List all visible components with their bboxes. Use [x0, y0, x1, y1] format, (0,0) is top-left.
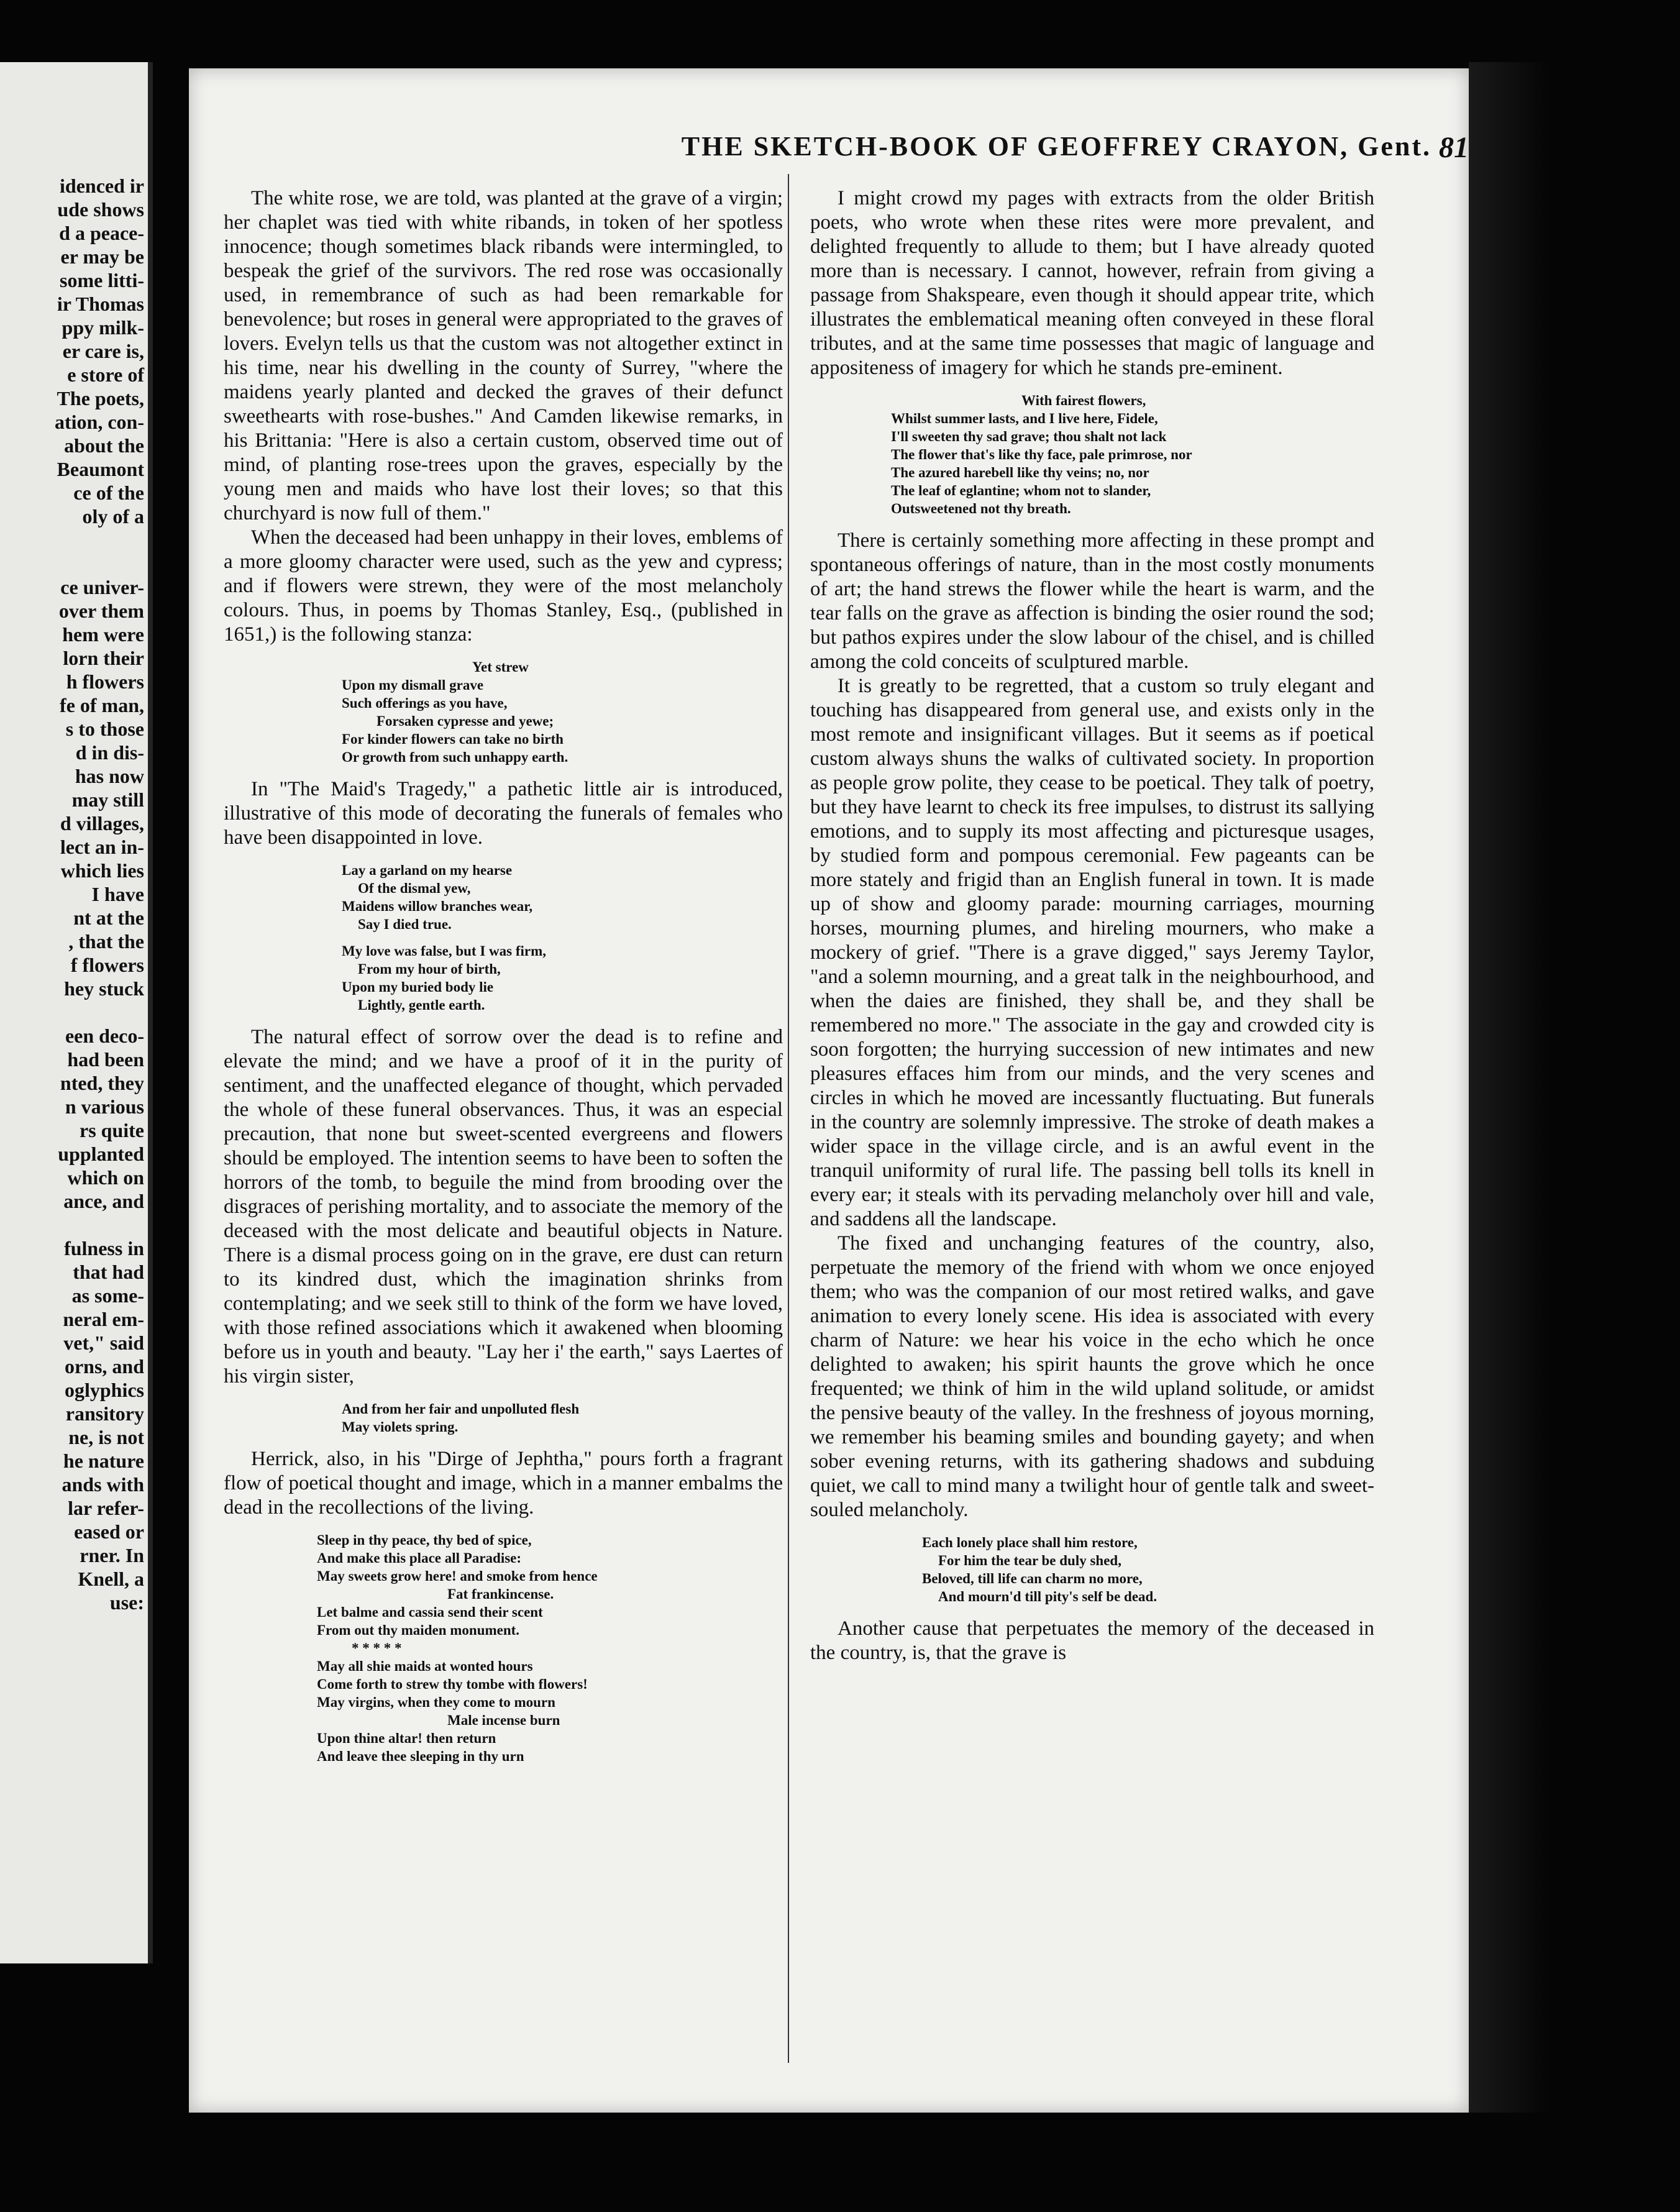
book-page [189, 68, 1469, 2113]
poem-line: Upon my dismall grave [342, 677, 484, 693]
facing-page-line: fulness in [64, 1237, 144, 1259]
facing-page-line: vet," said [63, 1332, 144, 1354]
facing-page-line: ation, con- [55, 411, 144, 433]
paragraph: Herrick, also, in his "Dirge of Jephtha," pours forth a fragrant flow of poetical thought and image, which in a manner embalms the dead in the recollections of the living. [224, 1448, 783, 1519]
poem-line: Upon thine altar! then return [317, 1730, 496, 1746]
facing-page-line [55, 528, 144, 552]
paragraph: The white rose, we are told, was planted at the grave of a virgin; her chaplet was tied with white ribands, in token of her spotless innocence; though sometimes black ribands were intermingled, to bespeak the grief of the survivors. The red rose was occasionally used, in remembrance of such as had been remarkable for benevolence; but roses in general were appropriated to the graves of lovers. Evelyn tells us that the custom was not altogether extinct in his time, near his dwelling in the county of Surrey, "where the maidens yearly planted and decked the graves of their defunct sweethearts with rose-bushes." And Camden likewise remarks, in his Brittania: "Here is also a certain custom, observed time out of mind, of planting rose-trees upon the graves, especially by the young men and maids who have lost their loves; so that this churchyard is now full of them." [224, 187, 783, 524]
facing-page-line: ce of the [73, 482, 144, 504]
facing-page-line: he nature [63, 1450, 144, 1472]
facing-page-line: which lies [60, 859, 144, 882]
facing-page-line: The poets, [57, 387, 144, 409]
poem-line: With fairest flowers, [1021, 393, 1146, 408]
facing-page-line: oglyphics [64, 1379, 144, 1401]
poem-line: Such offerings as you have, [342, 695, 508, 711]
paragraph: The fixed and unchanging features of the country, also, perpetuate the memory of the friend with whom we once enjoyed them; who was the companion of our most retired walks, and gave animation to every lonely scene. His idea is associated with every charm of Nature: we hear his voice in the echo which he once delighted to awaken; his spirit haunts the grove which he once frequented; we think of him in the wild upland solitude, or amidst the pensive beauty of the valley. In the freshness of joyous morning, we remember his beaming smiles and bounding gayety; and when sober evening returns, with its gathering shadows and subduing quiet, we call to mind many a twilight hour of gentle talk and sweet-souled melancholy. [810, 1232, 1374, 1521]
poem-line: Lightly, gentle earth. [358, 997, 485, 1013]
facing-page-text [55, 174, 144, 1614]
poem-line: Lay a garland on my hearse [342, 862, 513, 878]
facing-page-line: een deco- [65, 1025, 144, 1047]
poem-line: Male incense burn [447, 1712, 560, 1728]
facing-page-line: about the [64, 434, 144, 457]
facing-page-line: orns, and [64, 1355, 144, 1378]
facing-page-line: ir Thomas [57, 293, 144, 315]
facing-page-line: rs quite [80, 1119, 144, 1141]
facing-page-line: hem were [62, 623, 144, 646]
facing-page-line: ransitory [65, 1402, 144, 1425]
facing-page-line: d villages, [60, 812, 144, 834]
poem-herrick [317, 1531, 783, 1765]
paragraph: It is greatly to be regretted, that a custom so truly elegant and touching has disappeared from general use, and exists only in the most remote and insignificant villages. But it seems as if poetical custom always shuns the walks of cultivated society. In proportion as people grow polite, they cease to be poetical. They talk of poetry, but they have learnt to check its free impulses, to distrust its sallying emotions, and to supply its most affecting and picturesque usages, by studied form and pompous ceremonial. Few pageants can be more stately and frigid than an English funeral in town. It is made up of show and gloomy parade: mourning carriages, mourning horses, mourning plumes, and hireling mourners, who make a mockery of grief. "There is a grave digged," says Jeremy Taylor, "and a solemn mourning, and a great talk in the neighbourhood, and when the daies are finished, they shall be, and they shall be remembered no more." The associate in the gay and crowded city is soon forgotten; the hurrying succession of new intimates and new pleasures effaces him from our minds, and the very scenes and circles in which he moved are incessantly fluctuating. But funerals in the country are solemnly impressive. The stroke of death makes a wider space in the village circle, and is an awful event in the tranquil uniformity of rural life. The passing bell tolls its knell in every ear; it steals with its pervading melancholy over hill and vale, and saddens all the landscape. [810, 675, 1374, 1230]
facing-page-line: lect an in- [60, 836, 144, 858]
facing-page-line: nted, they [60, 1072, 144, 1094]
poem-line: Come forth to strew thy tombe with flowers! [317, 1676, 588, 1692]
facing-page-line: oly of a [82, 505, 144, 528]
poem-line: Beloved, till life can charm no more, [922, 1571, 1143, 1586]
facing-page-line: idenced ir [60, 175, 144, 197]
facing-page-line: ands with [62, 1473, 144, 1496]
poem-line: And from her fair and unpolluted flesh [342, 1401, 580, 1417]
paragraph: I might crowd my pages with extracts from the older British poets, who wrote when these rites were more prevalent, and delighted frequently to allude to them; but I have already quoted more than is necessary. I cannot, however, refrain from giving a passage from Shakspeare, even though it should appear trite, which illustrates the emblematical meaning often conveyed in these floral tributes, and at the same time possesses that magic of language and appositeness of imagery for which he stands pre-eminent. [810, 187, 1374, 379]
poem-line: For kinder flowers can take no birth [342, 731, 564, 747]
facing-page-line [55, 1000, 144, 1024]
facing-page-line [55, 1213, 144, 1236]
facing-page-line: Knell, a [78, 1568, 144, 1590]
facing-page-line: h flowers [66, 670, 144, 693]
poem-laertes [342, 1400, 783, 1436]
poem-line: Maidens willow branches wear, [342, 898, 533, 914]
poem-lonely-place [922, 1533, 1374, 1606]
page-number: 81 [1439, 131, 1469, 164]
poem-maids-tragedy [342, 861, 783, 1014]
facing-page-line: d in dis- [75, 741, 144, 764]
facing-page-line: s to those [65, 718, 144, 740]
column-right [810, 186, 1374, 1665]
facing-page-line: er may be [60, 245, 144, 268]
poem-line: Whilst summer lasts, and I live here, Fidele, [891, 411, 1158, 426]
facing-page-line: which on [67, 1166, 144, 1189]
poem-line: Sleep in thy peace, thy bed of spice, [317, 1532, 532, 1548]
facing-page-line: upplanted [58, 1143, 144, 1165]
facing-page-line: had been [67, 1048, 144, 1071]
facing-page-line: ppy milk- [62, 316, 144, 339]
poem-line: Let balme and cassia send their scent [317, 1604, 543, 1620]
facing-page-line: ne, is not [68, 1426, 144, 1448]
poem-stanley [342, 658, 783, 766]
poem-line: And mourn'd till pity's self be dead. [938, 1589, 1157, 1604]
facing-page-line: ce univer- [60, 576, 144, 598]
poem-line: May virgins, when they come to mourn [317, 1694, 555, 1710]
facing-page-line: lorn their [63, 647, 144, 669]
paragraph: There is certainly something more affecting in these prompt and spontaneous offerings of nature, than in the most costly monuments of art; the hand strews the flower while the heart is warm, and the tear falls on the grave as affection is binding the osier round the sod; but pathos expires under the slow labour of the chisel, and is chilled among the cold conceits of sculptured marble. [810, 529, 1374, 673]
facing-page-line: as some- [71, 1284, 144, 1307]
facing-page-line: over them [58, 600, 144, 622]
facing-page-line: may still [71, 788, 144, 811]
facing-page-line: I have [91, 883, 144, 905]
poem-line: Yet strew [472, 659, 529, 675]
poem-line: My love was false, but I was firm, [342, 943, 546, 959]
poem-line: From my hour of birth, [358, 961, 501, 977]
poem-line: Upon my buried body lie [342, 979, 494, 995]
poem-line: * * * * * [352, 1640, 402, 1656]
facing-page-line: Beaumont [57, 458, 144, 480]
facing-page-line: neral em- [63, 1308, 144, 1330]
facing-page-line: ance, and [63, 1190, 144, 1212]
poem-line: Each lonely place shall him restore, [922, 1535, 1138, 1550]
facing-page-line: hey stuck [64, 977, 144, 1000]
facing-page-line: rner. In [80, 1544, 144, 1566]
poem-line: May all shie maids at wonted hours [317, 1658, 533, 1674]
facing-page-line: e store of [67, 363, 144, 386]
poem-line: May sweets grow here! and smoke from hence [317, 1568, 598, 1584]
paragraph: When the deceased had been unhappy in their loves, emblems of a more gloomy character were used, such as the yew and cypress; and if flowers were strewn, they were of the most melancholy colours. Thus, in poems by Thomas Stanley, Esq., (published in 1651,) is the following stanza: [224, 526, 783, 646]
poem-shakspeare [891, 391, 1374, 518]
book-spine [1469, 62, 1550, 2113]
poem-line: Outsweetened not thy breath. [891, 501, 1071, 516]
facing-page-line: fe of man, [60, 694, 144, 716]
facing-page-line: that had [73, 1261, 144, 1283]
poem-line: And make this place all Paradise: [317, 1550, 522, 1566]
facing-page-line: ude shows [57, 198, 144, 221]
column-left [224, 186, 783, 1776]
poem-line: The azured harebell like thy veins; no, nor [891, 465, 1149, 480]
paragraph: Another cause that perpetuates the memory of the deceased in the country, is, that the grave is [810, 1617, 1374, 1664]
facing-page-line: use: [109, 1591, 144, 1614]
poem-line: And leave thee sleeping in thy urn [317, 1748, 524, 1764]
column-divider [788, 174, 789, 2063]
facing-page-fragment [0, 62, 153, 1963]
paragraph: The natural effect of sorrow over the dead is to refine and elevate the mind; and we have a proof of it in the purity of sentiment, and the unaffected elegance of thought, which pervaded the whole of these funeral observances. Thus, it was an especial precaution, that none but sweet-scented evergreens and flowers should be employed. The intention seems to have been to soften the horrors of the tomb, to beguile the mind from brooding over the disgraces of perishing mortality, and to associate the memory of the deceased with the most delicate and beautiful objects in Nature. There is a dismal process going on in the grave, ere dust can return to its kindred dust, which the imagination shrinks from contemplating; and we seek still to think of the form we have loved, with those refined associations which it awakened when blooming before us in youth and beauty. "Lay her i' the earth," says Laertes of his virgin sister, [224, 1026, 783, 1387]
poem-line: The leaf of eglantine; whom not to slander, [891, 483, 1151, 498]
running-header: THE SKETCH-BOOK OF GEOFFREY CRAYON, Gent. [681, 131, 1431, 162]
poem-line: May violets spring. [342, 1419, 459, 1435]
poem-line: Forsaken cypresse and yewe; [377, 713, 554, 729]
poem-line: The flower that's like thy face, pale primrose, nor [891, 447, 1192, 462]
facing-page-line: lar refer- [68, 1497, 144, 1519]
facing-page-line: , that the [68, 930, 144, 953]
poem-line: For him the tear be duly shed, [938, 1553, 1121, 1568]
facing-page-line [55, 552, 144, 575]
facing-page-line: d a peace- [59, 222, 144, 244]
facing-page-line: some litti- [60, 269, 144, 291]
poem-line: Or growth from such unhappy earth. [342, 749, 568, 765]
facing-page-line: n various [65, 1095, 144, 1118]
facing-page-line: eased or [74, 1520, 144, 1543]
poem-line: Fat frankincense. [447, 1586, 554, 1602]
facing-page-line: has now [75, 765, 144, 787]
poem-line: Say I died true. [358, 916, 452, 932]
facing-page-line: er care is, [62, 340, 144, 362]
poem-line: From out thy maiden monument. [317, 1622, 520, 1638]
paragraph: In "The Maid's Tragedy," a pathetic little air is introduced, illustrative of this mode of decorating the funerals of females who have been disappointed in love. [224, 778, 783, 849]
poem-line: I'll sweeten thy sad grave; thou shalt not lack [891, 429, 1167, 444]
poem-line: Of the dismal yew, [358, 880, 471, 896]
facing-page-line: f flowers [70, 954, 144, 976]
facing-page-line: nt at the [73, 907, 144, 929]
